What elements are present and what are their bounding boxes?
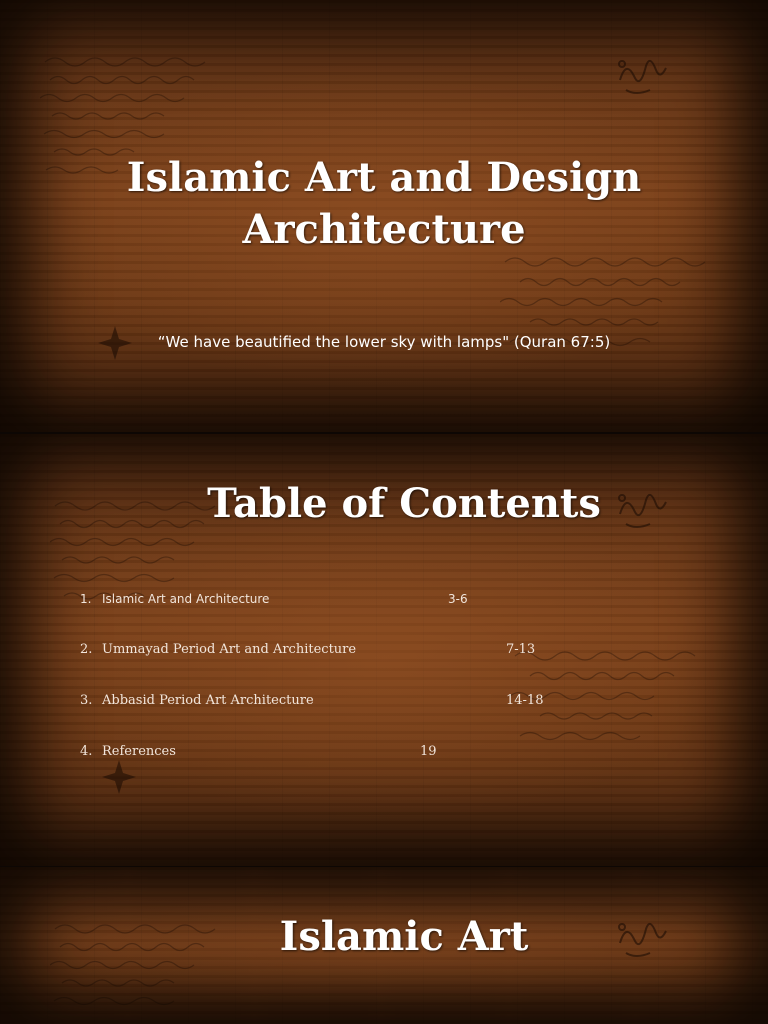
presentation-title [0, 152, 768, 256]
title-slide [0, 0, 768, 432]
toc-item-pages: 7-13 [506, 642, 536, 657]
table-of-contents-slide [0, 434, 768, 866]
toc-item-title: References [102, 744, 176, 759]
handwriting-texture-right [500, 250, 730, 390]
calligraphy-seal-icon [612, 50, 672, 100]
toc-item-pages: 19 [420, 744, 437, 759]
toc-item-title: Ummayad Period Art and Architecture [102, 642, 357, 657]
toc-heading: Table of Contents [207, 480, 601, 527]
toc-item-number: 2. [80, 642, 93, 657]
title-line-2: Architecture [242, 206, 526, 253]
handwriting-texture-right [510, 644, 730, 794]
star-icon [102, 760, 136, 794]
islamic-art-slide [0, 867, 768, 1024]
toc-item-number: 1. [80, 592, 92, 606]
section-heading: Islamic Art [279, 913, 529, 960]
quran-quote: “We have beautified the lower sky with lamps" (Quran 67:5) [157, 333, 611, 351]
toc-item-number: 3. [80, 693, 93, 708]
toc-item-number: 4. [80, 744, 93, 759]
toc-item-pages: 14-18 [506, 693, 544, 708]
toc-item-pages: 3-6 [448, 592, 468, 606]
toc-item-title: Abbasid Period Art Architecture [102, 693, 314, 708]
toc-item-title: Islamic Art and Architecture [102, 592, 270, 606]
title-line-1: Islamic Art and Design [126, 154, 642, 201]
